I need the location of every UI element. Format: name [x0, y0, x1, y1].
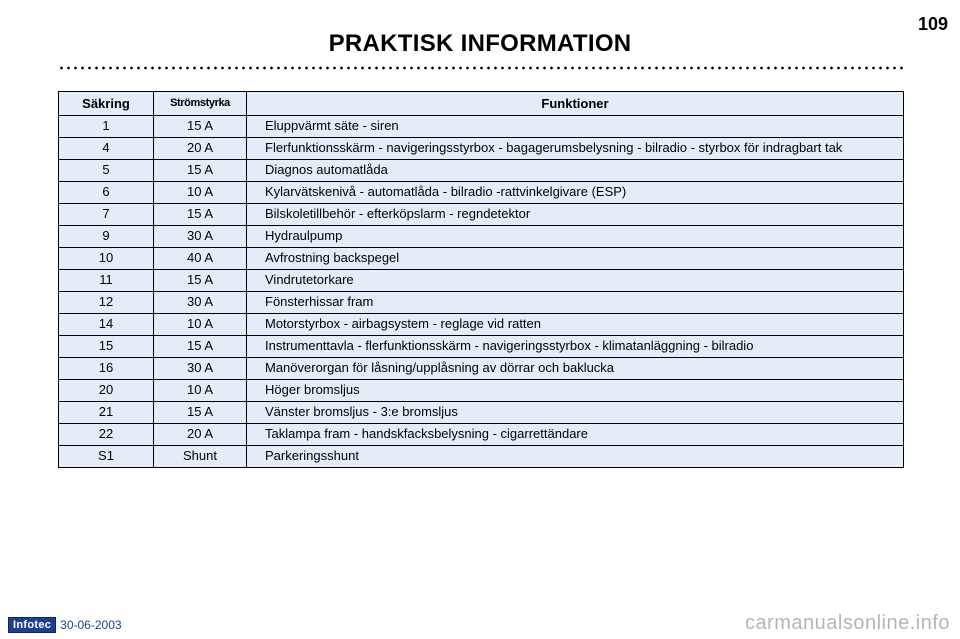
table-row: [59, 182, 904, 204]
fuse-amperage: 15 A: [154, 270, 247, 292]
fuse-functions: Höger bromsljus: [247, 380, 904, 402]
fuse-number: 14: [59, 314, 154, 336]
header-functions: Funktioner: [247, 92, 904, 116]
table-row: [59, 160, 904, 182]
fuse-functions: Eluppvärmt säte - siren: [247, 116, 904, 138]
table-row: [59, 314, 904, 336]
fuse-functions: Avfrostning backspegel: [247, 248, 904, 270]
table-header-row: [59, 92, 904, 116]
fuse-number: 4: [59, 138, 154, 160]
fuse-amperage: 30 A: [154, 358, 247, 380]
infotec-logo: Infotec: [8, 617, 56, 633]
fuse-functions: Kylarvätskenivå - automatlåda - bilradio -rattvinkelgivare (ESP): [247, 182, 904, 204]
fuse-number: 16: [59, 358, 154, 380]
fuse-functions: Fönsterhissar fram: [247, 292, 904, 314]
header-fuse: Säkring: [59, 92, 154, 116]
fuse-number: S1: [59, 446, 154, 468]
fuse-amperage: 30 A: [154, 292, 247, 314]
footer: [8, 617, 122, 633]
table-row: [59, 336, 904, 358]
fuse-amperage: 15 A: [154, 402, 247, 424]
fuse-amperage: 10 A: [154, 380, 247, 402]
fuse-table: [58, 91, 904, 468]
page-number: 109: [917, 14, 948, 34]
fuse-number: 9: [59, 226, 154, 248]
fuse-amperage: 10 A: [154, 182, 247, 204]
table-row: [59, 248, 904, 270]
fuse-functions: Diagnos automatlåda: [247, 160, 904, 182]
fuse-amperage: 15 A: [154, 160, 247, 182]
table-row: [59, 380, 904, 402]
fuse-amperage: 15 A: [154, 336, 247, 358]
fuse-number: 12: [59, 292, 154, 314]
fuse-functions: Instrumenttavla - flerfunktionsskärm - navigeringsstyrbox - klimatanläggning - bilradio: [247, 336, 904, 358]
table-row: [59, 424, 904, 446]
table-row: [59, 270, 904, 292]
fuse-functions: Vindrutetorkare: [247, 270, 904, 292]
fuse-number: 20: [59, 380, 154, 402]
fuse-number: 22: [59, 424, 154, 446]
table-row: [59, 204, 904, 226]
fuse-amperage: 15 A: [154, 116, 247, 138]
fuse-functions: Parkeringsshunt: [247, 446, 904, 468]
fuse-table-body: [59, 116, 904, 468]
header-amperage: Strömstyrka: [154, 92, 247, 116]
fuse-number: 11: [59, 270, 154, 292]
fuse-functions: Hydraulpump: [247, 226, 904, 248]
table-row: [59, 358, 904, 380]
fuse-amperage: 10 A: [154, 314, 247, 336]
fuse-number: 5: [59, 160, 154, 182]
title-dotted-rule: [58, 66, 904, 70]
fuse-amperage: Shunt: [154, 446, 247, 468]
table-row: [59, 292, 904, 314]
fuse-functions: Vänster bromsljus - 3:e bromsljus: [247, 402, 904, 424]
fuse-amperage: 40 A: [154, 248, 247, 270]
fuse-number: 1: [59, 116, 154, 138]
fuse-amperage: 30 A: [154, 226, 247, 248]
fuse-number: 7: [59, 204, 154, 226]
fuse-number: 15: [59, 336, 154, 358]
fuse-functions: Taklampa fram - handskfacksbelysning - cigarrettändare: [247, 424, 904, 446]
table-row: [59, 402, 904, 424]
page-title: PRAKTISK INFORMATION: [328, 30, 632, 57]
fuse-amperage: 20 A: [154, 424, 247, 446]
fuse-number: 10: [59, 248, 154, 270]
table-row: [59, 226, 904, 248]
fuse-number: 21: [59, 402, 154, 424]
fuse-functions: Flerfunktionsskärm - navigeringsstyrbox - bagagerumsbelysning - bilradio - styrbox för indragbart tak: [247, 138, 904, 160]
fuse-functions: Bilskoletillbehör - efterköpslarm - regndetektor: [247, 204, 904, 226]
fuse-functions: Manöverorgan för låsning/upplåsning av dörrar och baklucka: [247, 358, 904, 380]
watermark: carmanualsonline.info: [744, 612, 950, 634]
fuse-number: 6: [59, 182, 154, 204]
table-row: [59, 116, 904, 138]
fuse-functions: Motorstyrbox - airbagsystem - reglage vid ratten: [247, 314, 904, 336]
table-row: [59, 138, 904, 160]
fuse-amperage: 20 A: [154, 138, 247, 160]
footer-date: 30-06-2003: [60, 618, 122, 632]
fuse-amperage: 15 A: [154, 204, 247, 226]
table-row: [59, 446, 904, 468]
